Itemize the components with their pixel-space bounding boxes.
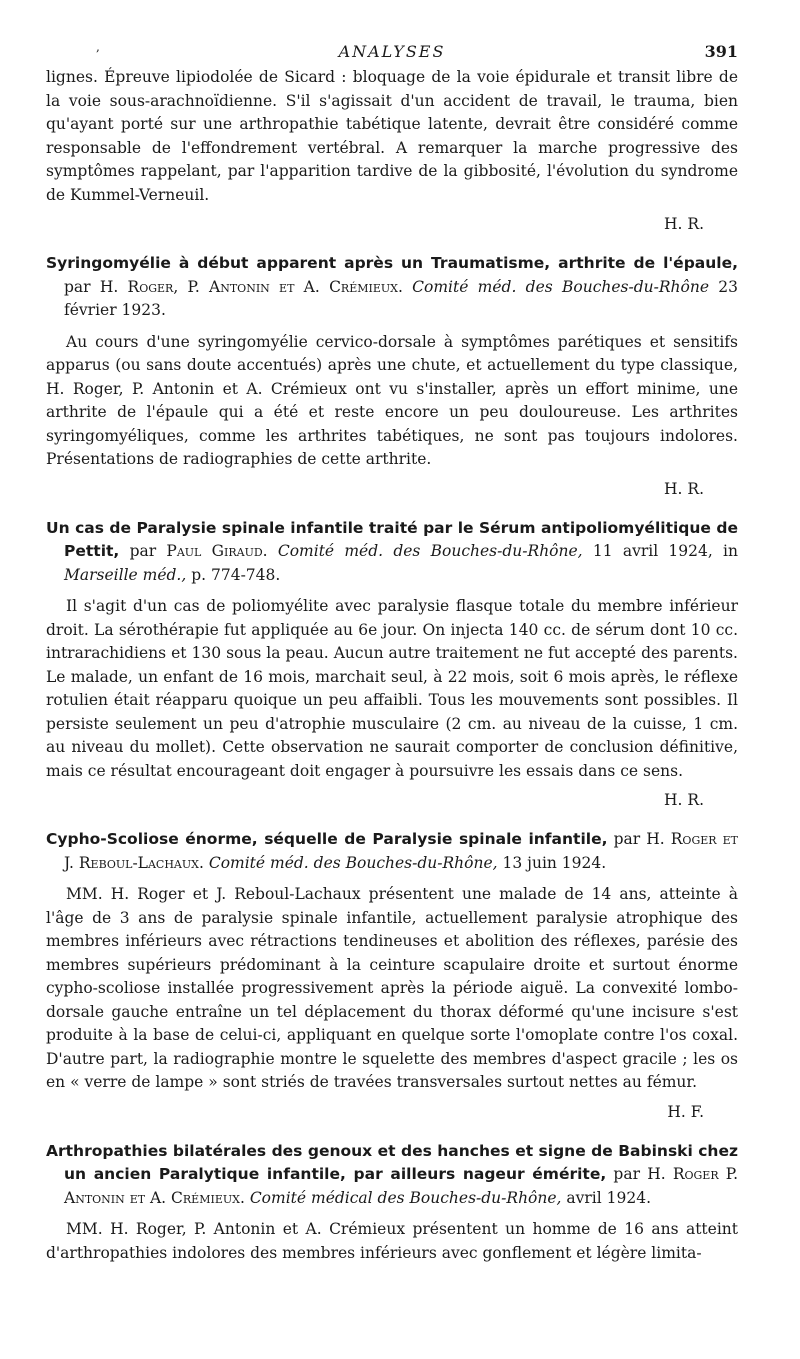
article-by: par xyxy=(607,830,647,848)
article-source: Comité méd. des Bouches-du-Rhône xyxy=(402,277,710,296)
signature: H. F. xyxy=(667,1102,704,1121)
signature: H. R. xyxy=(664,791,704,809)
article-arthropathies xyxy=(46,1140,738,1266)
article-date: 13 juin 1924. xyxy=(497,853,607,872)
article-authors: Paul Giraud. xyxy=(166,542,268,560)
article-title: Un cas de Paralysie spinale infantile traité par le Sérum antipoliomyélitique de Pettit, xyxy=(46,518,738,560)
margin-mark: , xyxy=(96,40,100,54)
article-heading xyxy=(46,252,738,323)
article-by: par xyxy=(64,277,100,296)
article-title: Cypho-Scoliose énorme, séquelle de Paralysie spinale infantile, xyxy=(46,830,608,848)
signature: H. R. xyxy=(664,215,704,233)
article-date: 23 février 1923. xyxy=(64,277,739,319)
article-paralysie-serum xyxy=(46,517,738,813)
article-body: Il s'agit d'un cas de poliomyélite avec paralysie flasque totale du membre inférieur droit. La sérothérapie fut appliquée au 6e jour. On injecta 140 cc. de sérum dont 10 cc. intrarachidiens et 130 sous la peau. Aucun autre traitement ne fut accepté des parents. Le malade, un enfant de 16 mois, marchait seul, à 22 mois, soit 6 mois après, le réflexe rotulien était réapparu quoique un peu affaibli. Tous les mouvements sont possibles. Il persiste seulement un peu d'atrophie musculaire (2 cm. au niveau de la cuisse, 1 cm. au niveau du mollet). Cette observation ne saurait comporter de conclusion définitive, mais ce résultat encourageant doit engager à poursuivre les essais dans ce sens. xyxy=(46,597,738,780)
article-body: MM. H. Roger et J. Reboul-Lachaux présentent une malade de 14 ans, atteinte à l'âge de 3 ans de paralysie spinale infantile, actuellement paralysie atrophique des membres inférieurs avec rétractions tendineuses et abolition des réflexes, parésie des membres supérieurs prédominant à la ceinture scapulaire droite et surtout énorme cypho-scoliose installée progressivement après la période aiguë. La convexité lombo-dorsale gauche entraîne un tel déplacement du thorax déformé qu'une incisure s'est produite à la base de celui-ci, appliquant en quelque sorte l'omoplate contre l'os coxal. D'autre part, la radiographie montre le squelette des membres d'aspect gracile ; les os en « verre de lampe » sont striés de travées transversales surtout nettes au fémur. xyxy=(46,885,738,1091)
journal-page xyxy=(46,36,738,1265)
running-head-title: ANALYSES xyxy=(338,42,446,61)
article-source: Comité méd. des Bouches-du-Rhône, xyxy=(267,542,583,560)
article-authors: H. Roger et J. Reboul-Lachaux. xyxy=(64,830,738,872)
article-source: Comité méd. des Bouches-du-Rhône, xyxy=(203,853,498,872)
article-body: MM. H. Roger, P. Antonin et A. Crémieux présentent un homme de 16 ans atteint d'arthropathies indolores des membres inférieurs avec gonflement et légère limita- xyxy=(46,1220,738,1262)
article-source: Comité médical des Bouches-du-Rhône, xyxy=(244,1188,562,1207)
article-extra-pages: p. 774-748. xyxy=(186,565,281,584)
article-extra-source: Marseille méd., xyxy=(64,565,187,584)
article-cypho-scoliose xyxy=(46,828,738,1124)
page-number: 391 xyxy=(704,42,738,61)
article-heading xyxy=(46,828,738,875)
article-title: Syringomyélie à début apparent après un Traumatisme, arthrite de l'épaule, xyxy=(46,254,738,272)
continuation-paragraph: lignes. Épreuve lipiodolée de Sicard : bloquage de la voie épidurale et transit libre de la voie sous-arachnoïdienne. S'il s'agissait d'un accident de travail, le trauma, bien qu'ayant porté sur une arthropathie tabétique latente, devrait être considéré comme responsable de l'effondrement vertébral. A remarquer la marche progressive des symptômes rappelant, par l'apparition tardive de la gibbosité, l'évolution du syndrome de Kummel-Verneuil. xyxy=(46,68,738,204)
article-authors: H. Roger P. Antonin et A. Crémieux. xyxy=(64,1165,738,1207)
signature: H. R. xyxy=(664,479,704,498)
article-heading xyxy=(46,517,738,588)
article-syringomyelie xyxy=(46,252,738,501)
continuation-block xyxy=(46,66,738,236)
article-title: Arthropathies bilatérales des genoux et des hanches et signe de Babinski chez un ancien Paralytique infantile, par ailleurs nageur émérite, xyxy=(46,1141,738,1183)
article-heading xyxy=(46,1140,738,1211)
article-authors: H. Roger, P. Antonin et A. Crémieux. xyxy=(99,277,403,296)
article-by: par xyxy=(119,542,167,560)
article-by: par xyxy=(606,1165,648,1183)
article-body: Au cours d'une syringomyélie cervico-dorsale à symptômes parétiques et sensitifs apparus (ou sans doute accentués) après une chute, et actuellement du type classique, H. Roger, P. Antonin et A. Crémieux ont vu s'installer, après un effort minime, une arthrite de l'épaule qui a été et reste encore un peu douloureuse. Les arthrites syringomyéliques, comme les arthrites tabétiques, ne sont pas toujours indolores. Présentations de radiographies de cette arthrite. xyxy=(46,332,738,468)
running-head xyxy=(46,36,738,66)
article-date: 11 avril 1924, in xyxy=(582,542,738,560)
article-date: avril 1924. xyxy=(561,1188,652,1207)
